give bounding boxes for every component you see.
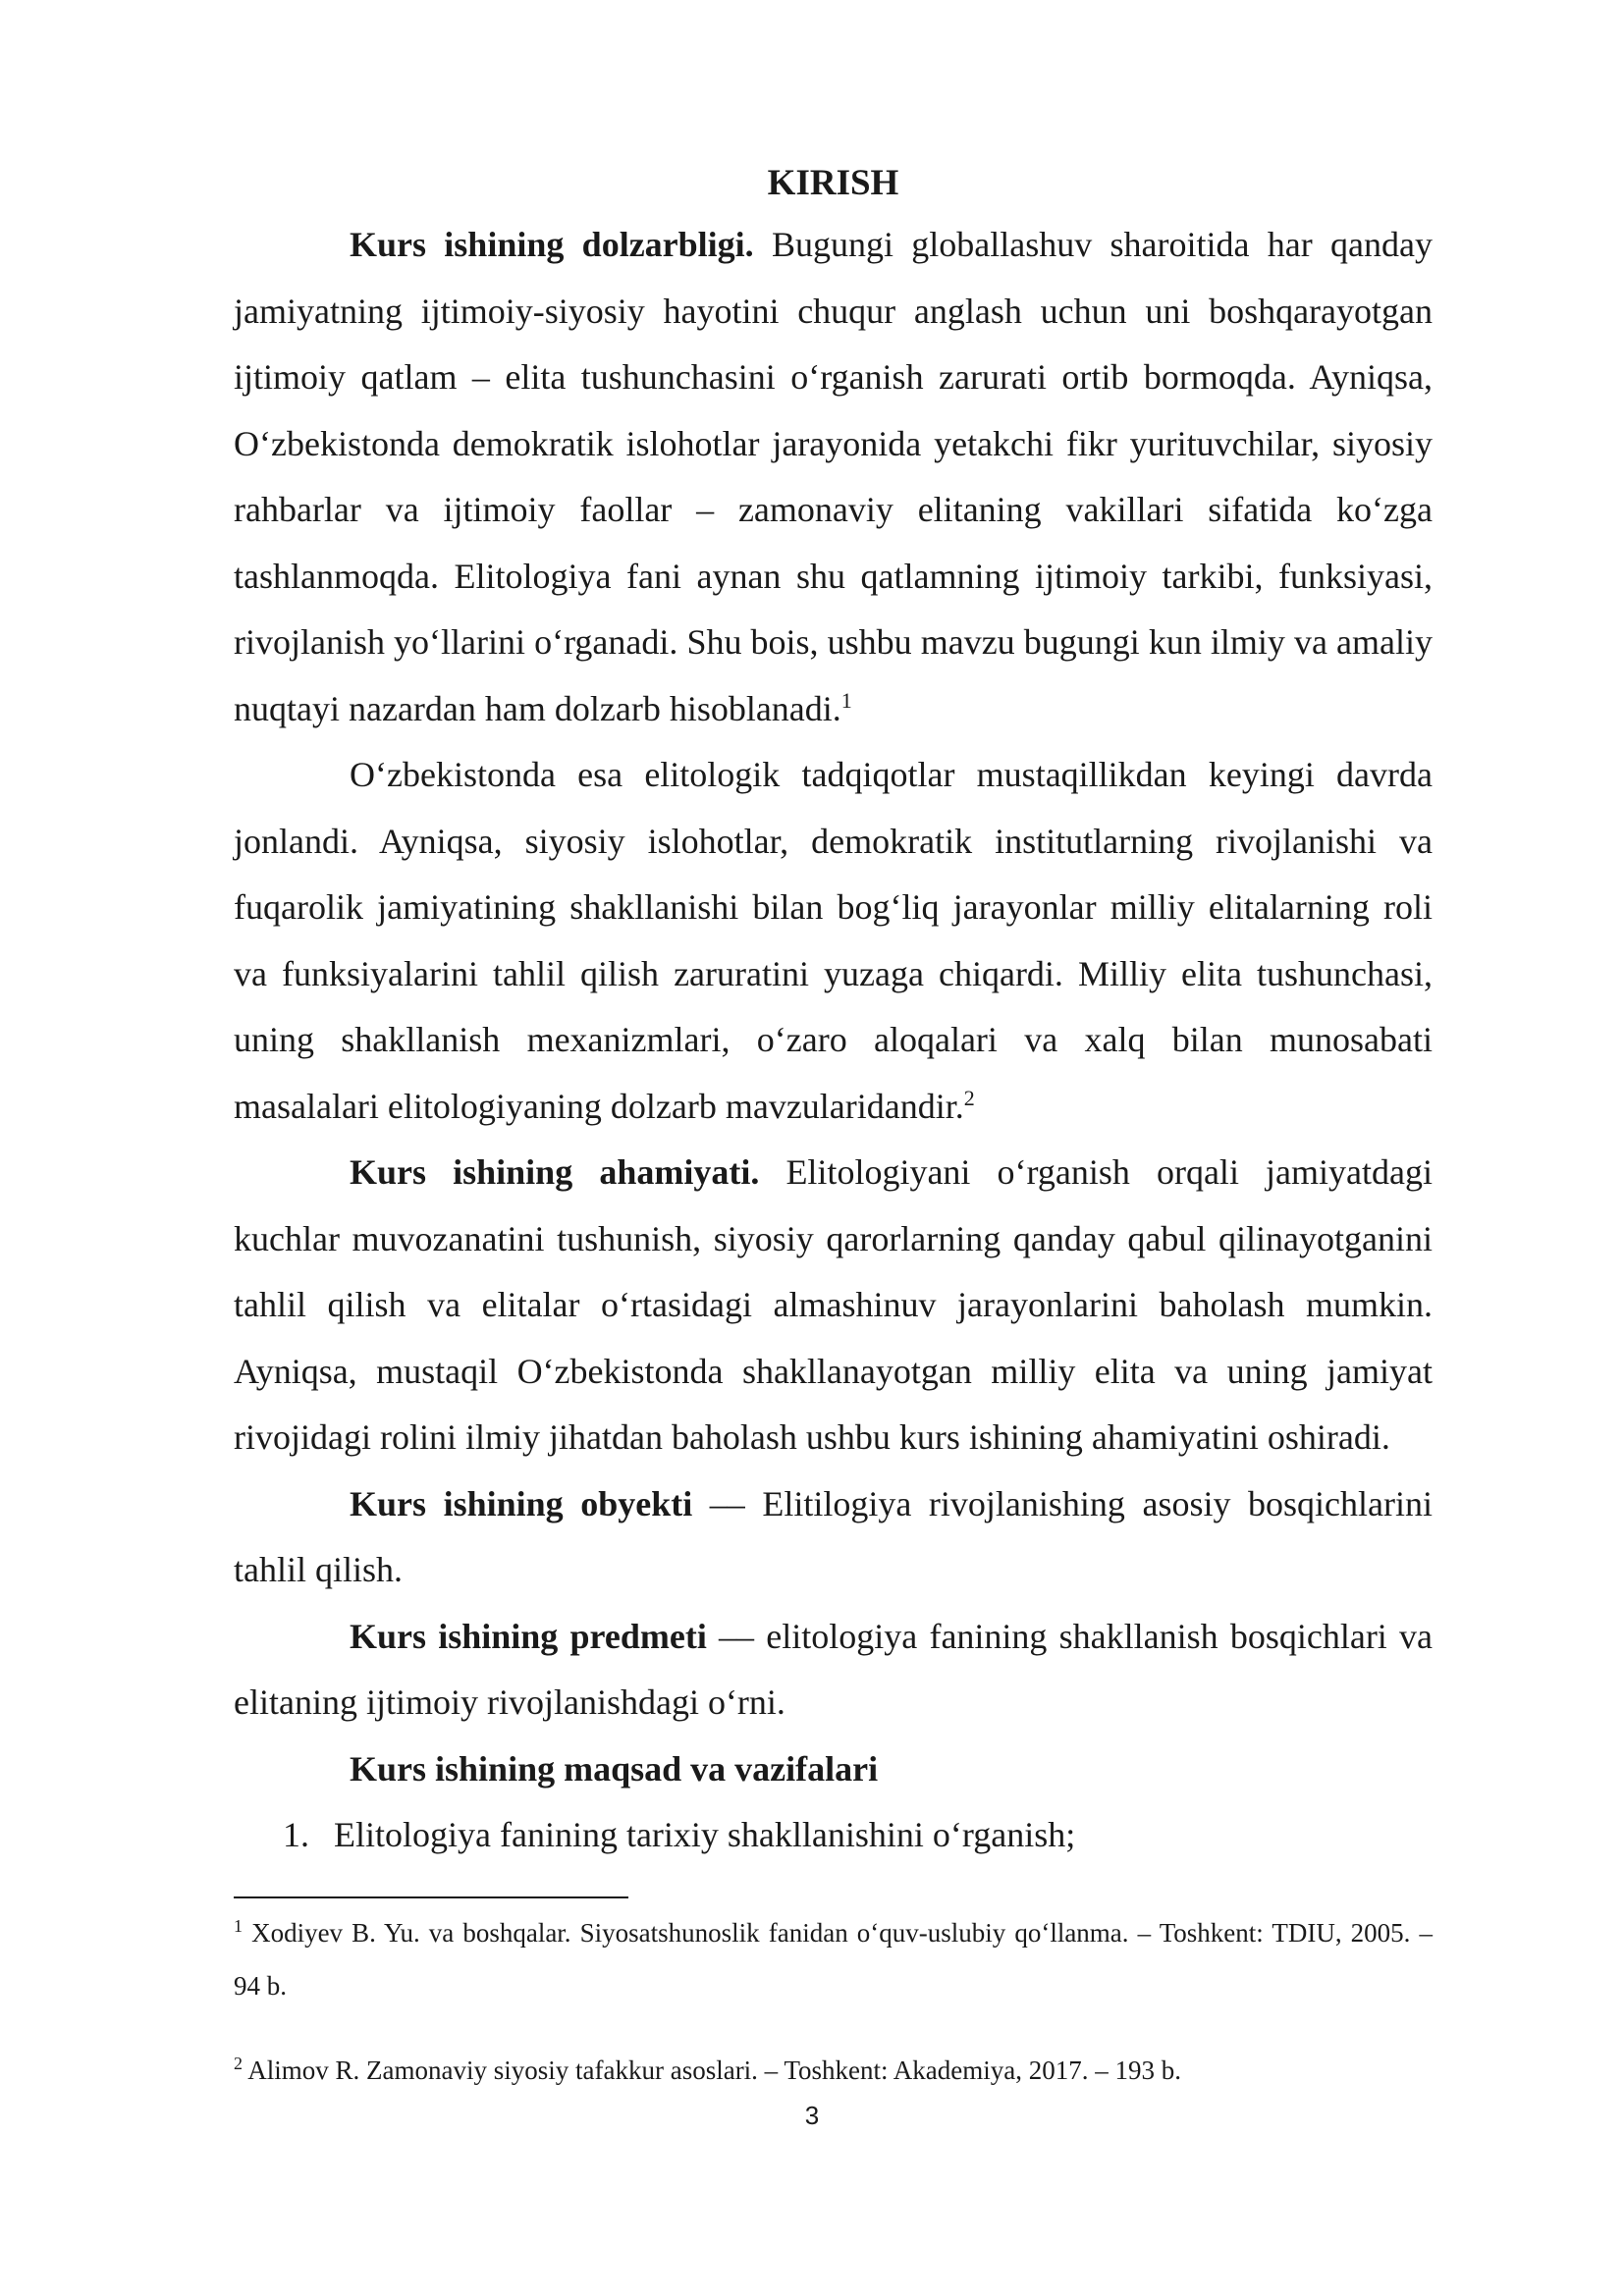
goals-list bbox=[234, 1802, 1433, 1869]
footnote-2 bbox=[234, 2044, 1433, 2097]
paragraph-text: Elitologiyani o‘rganish orqali jamiyatdagi kuchlar muvozanatini tushunish, siyosiy qarorlarning qanday qabul qilinayotganini tahlil qilish va elitalar o‘rtasidagi almashinuv jarayonlarini baholash mumkin. Ayniqsa, mustaqil O‘zbekistonda shakllanayotgan milliy elita va uning jamiyat rivojidagi rolini ilmiy jihatdan baholash ushbu kurs ishining ahamiyatini oshiradi. bbox=[234, 1152, 1433, 1457]
paragraph-lead: Kurs ishining dolzarbligi. bbox=[350, 225, 754, 264]
footnote-text: Xodiyev B. Yu. va boshqalar. Siyosatshunoslik fanidan o‘quv-uslubiy qo‘llanma. – Toshkent: TDIU, 2005. – 94 b. bbox=[234, 1918, 1433, 2001]
list-item bbox=[234, 1802, 1433, 1869]
goals-heading: Kurs ishining maqsad va vazifalari bbox=[350, 1748, 879, 1789]
paragraph-text: Bugungi globallashuv sharoitida har qanday jamiyatning ijtimoiy-siyosiy hayotini chuqur anglash uchun uni boshqarayotgan ijtimoiy qatlam – elita tushunchasini o‘rganish zarurati ortib bormoqda. Ayniqsa, O‘zbekistonda demokratik islohotlar jarayonida yetakchi fikr yurituvchilar, siyosiy rahbarlar va ijtimoiy faollar – zamonaviy elitaning vakillari sifatida ko‘zga tashlanmoqda. Elitologiya fani aynan shu qatlamning ijtimoiy tarkibi, funksiyasi, rivojlanish yo‘llarini o‘rganadi. Shu bois, ushbu mavzu bugungi kun ilmiy va amaliy nuqtayi nazardan ham dolzarb hisoblanadi. bbox=[234, 225, 1433, 728]
paragraph-object bbox=[234, 1471, 1433, 1604]
page-title: KIRISH bbox=[767, 163, 899, 203]
paragraph-subject bbox=[234, 1604, 1433, 1736]
footnote-marker: 2 bbox=[234, 2054, 243, 2073]
paragraph-text: O‘zbekistonda esa elitologik tadqiqotlar mustaqillikdan keyingi davrda jonlandi. Ayniqsa, siyosiy islohotlar, demokratik institutlarning rivojlanishi va fuqarolik jamiyatining shakllanishi bilan bog‘liq jarayonlar milliy elitalarning roli va funksiyalarini tahlil qilish zaruratini yuzaga chiqardi. Milliy elita tushunchasi, uning shakllanish mexanizmlari, o‘zaro aloqalari va xalq bilan munosabati masalalari elitologiyaning dolzarb mavzularidandir. bbox=[234, 755, 1433, 1126]
paragraph-lead: Kurs ishining predmeti bbox=[350, 1616, 707, 1656]
footnote-separator bbox=[234, 1896, 628, 1898]
paragraph-lead: Kurs ishining ahamiyati. bbox=[350, 1152, 760, 1192]
footnote-1 bbox=[234, 1906, 1433, 2012]
paragraph-uzbekistan-research bbox=[234, 742, 1433, 1140]
paragraph-importance bbox=[234, 1140, 1433, 1471]
list-item-text: Elitologiya fanining tarixiy shakllanishini o‘rganish; bbox=[334, 1815, 1076, 1854]
paragraph-relevance bbox=[234, 212, 1433, 742]
footnote-text: Alimov R. Zamonaviy siyosiy tafakkur asoslari. – Toshkent: Akademiya, 2017. – 193 b. bbox=[243, 2056, 1182, 2085]
page-number: 3 bbox=[804, 2101, 820, 2130]
footnote-ref: 1 bbox=[840, 687, 852, 713]
paragraph-lead: Kurs ishining obyekti bbox=[350, 1483, 693, 1523]
list-item-number: 1. bbox=[283, 1815, 309, 1854]
paragraph-text: –– Elitilogiya rivojlanishing asosiy bosqichlarini tahlil qilish. bbox=[234, 1483, 1433, 1589]
footnotes bbox=[234, 1906, 1433, 2128]
footnote-marker: 1 bbox=[234, 1916, 243, 1936]
paragraph-text: –– elitologiya fanining shakllanish bosqichlari va elitaning ijtimoiy rivojlanishdagi o‘rni. bbox=[234, 1616, 1434, 1722]
footnote-ref: 2 bbox=[963, 1085, 975, 1110]
